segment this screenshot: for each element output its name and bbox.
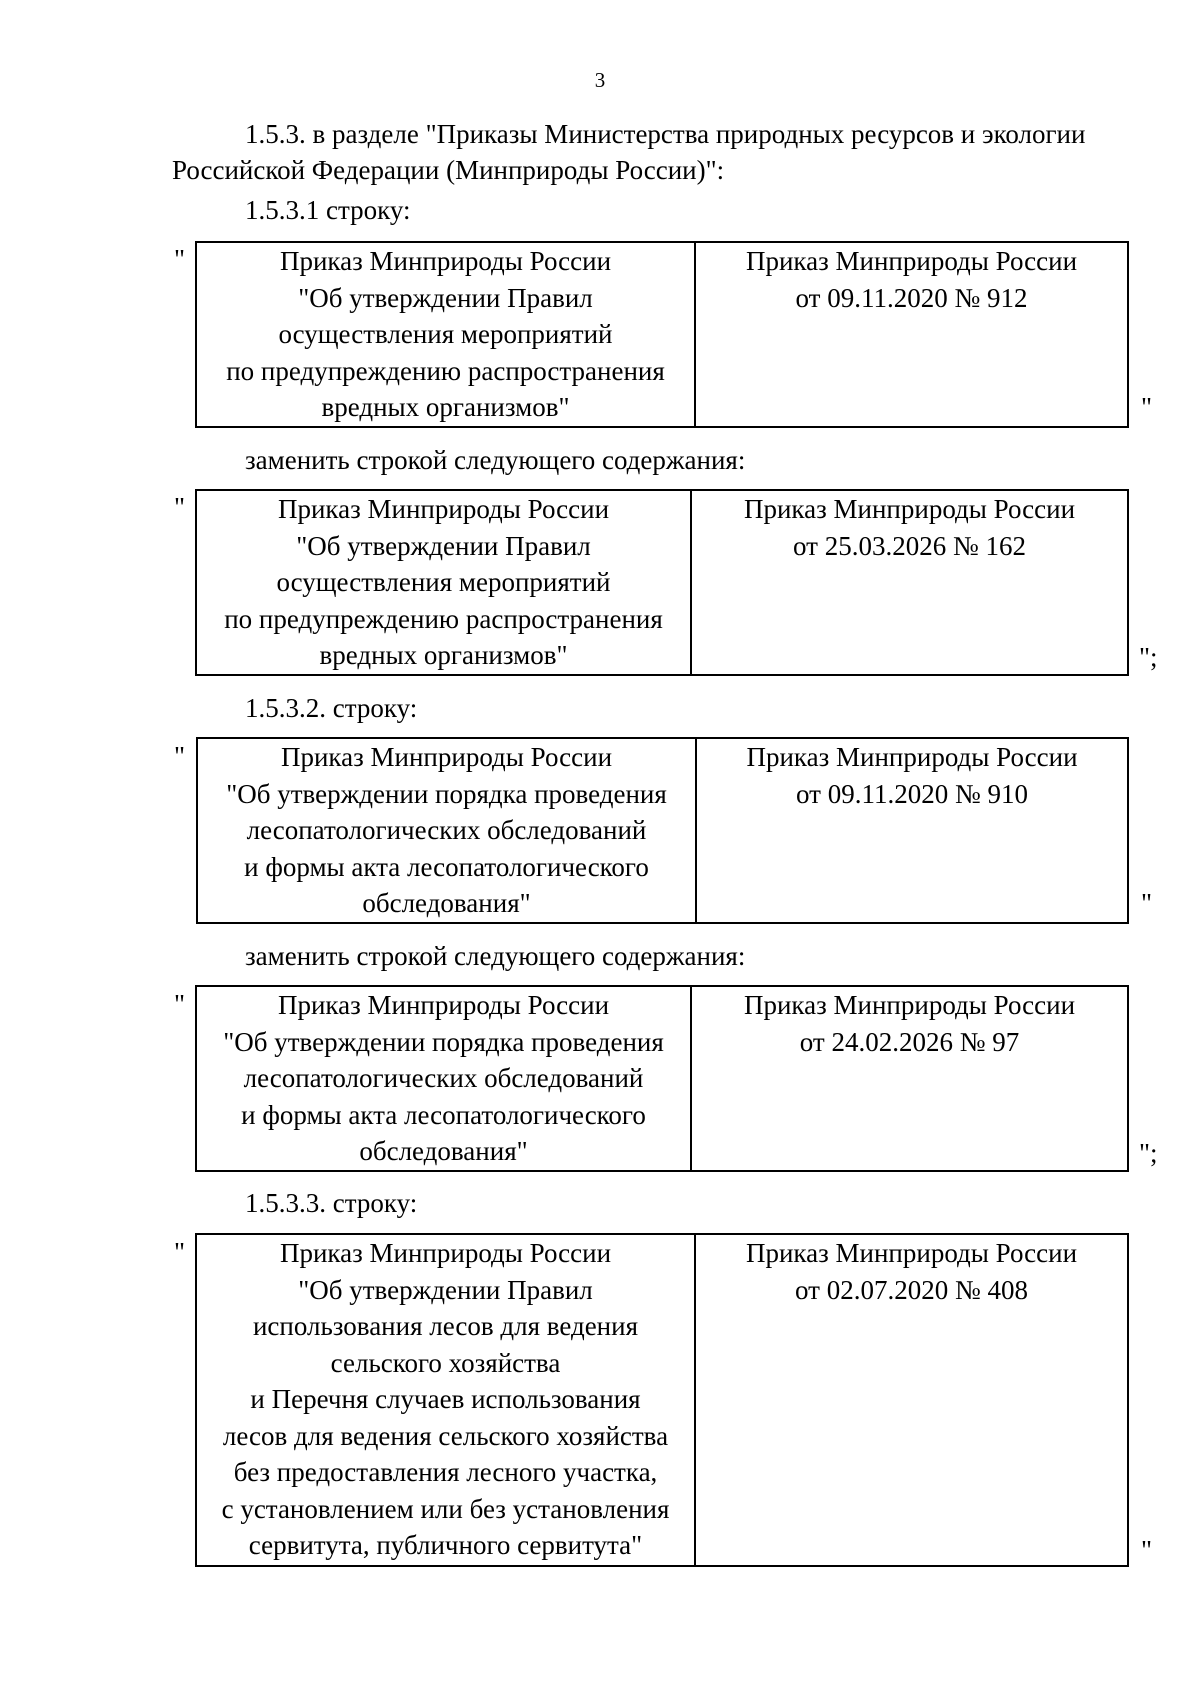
close-quote: " [1141,392,1153,422]
close-quote-semicolon: "; [1139,642,1158,672]
order-ref-cell: Приказ Минприроды России от 09.11.2020 № 910 [696,738,1128,923]
order-ref-cell: Приказ Минприроды России от 02.07.2020 № 408 [695,1234,1128,1566]
section-intro [172,116,1153,188]
table-row [196,1234,1128,1566]
table-row [196,242,1128,427]
order-ref-cell: Приказ Минприроды России от 25.03.2026 № 162 [691,490,1128,675]
order-title-cell: Приказ Минприроды России "Об утверждении Правил осуществления мероприятий по предупреждению распространения вредных организмов" [196,242,695,427]
intro-line-1: 1.5.3. в разделе "Приказы Министерства природных ресурсов и экологии [245,119,1086,149]
intro-line-2: Российской Федерации (Минприроды России)": [172,155,725,185]
close-quote-semicolon: "; [1139,1138,1158,1168]
replace-line-1: заменить строкой следующего содержания: [245,445,746,475]
open-quote: " [174,1237,186,1267]
order-title-cell: Приказ Минприроды России "Об утверждении порядка проведения лесопатологических обследований и формы акта лесопатологического обследования" [197,738,696,923]
order-table-3 [196,737,1129,924]
order-table-5 [195,1233,1129,1567]
item-1-5-3-2: 1.5.3.2. строку: [245,693,418,723]
order-ref-cell: Приказ Минприроды России от 09.11.2020 № 912 [695,242,1128,427]
close-quote: " [1141,888,1153,918]
open-quote: " [174,989,186,1019]
order-title-cell: Приказ Минприроды России "Об утверждении Правил осуществления мероприятий по предупреждению распространения вредных организмов" [196,490,691,675]
close-quote: " [1141,1535,1153,1565]
table-row [197,738,1128,923]
page-number: 3 [594,68,606,92]
item-1-5-3-3: 1.5.3.3. строку: [245,1188,418,1218]
open-quote: " [174,492,186,522]
order-ref-cell: Приказ Минприроды России от 24.02.2026 № 97 [691,986,1128,1171]
order-table-1 [195,241,1129,428]
table-row [196,490,1128,675]
open-quote: " [174,741,186,771]
order-table-2 [195,489,1129,676]
order-title-cell: Приказ Минприроды России "Об утверждении порядка проведения лесопатологических обследований и формы акта лесопатологического обследования" [196,986,691,1171]
order-title-cell: Приказ Минприроды России "Об утверждении Правил использования лесов для ведения сельского хозяйства и Перечня случаев использования лесов для ведения сельского хозяйства без предоставления лесного участка, с установлением или без установления сервитута, публичного сервитута" [196,1234,695,1566]
order-table-4 [195,985,1129,1172]
replace-line-2: заменить строкой следующего содержания: [245,941,746,971]
table-row [196,986,1128,1171]
open-quote: " [174,244,186,274]
item-1-5-3-1: 1.5.3.1 строку: [245,195,411,225]
